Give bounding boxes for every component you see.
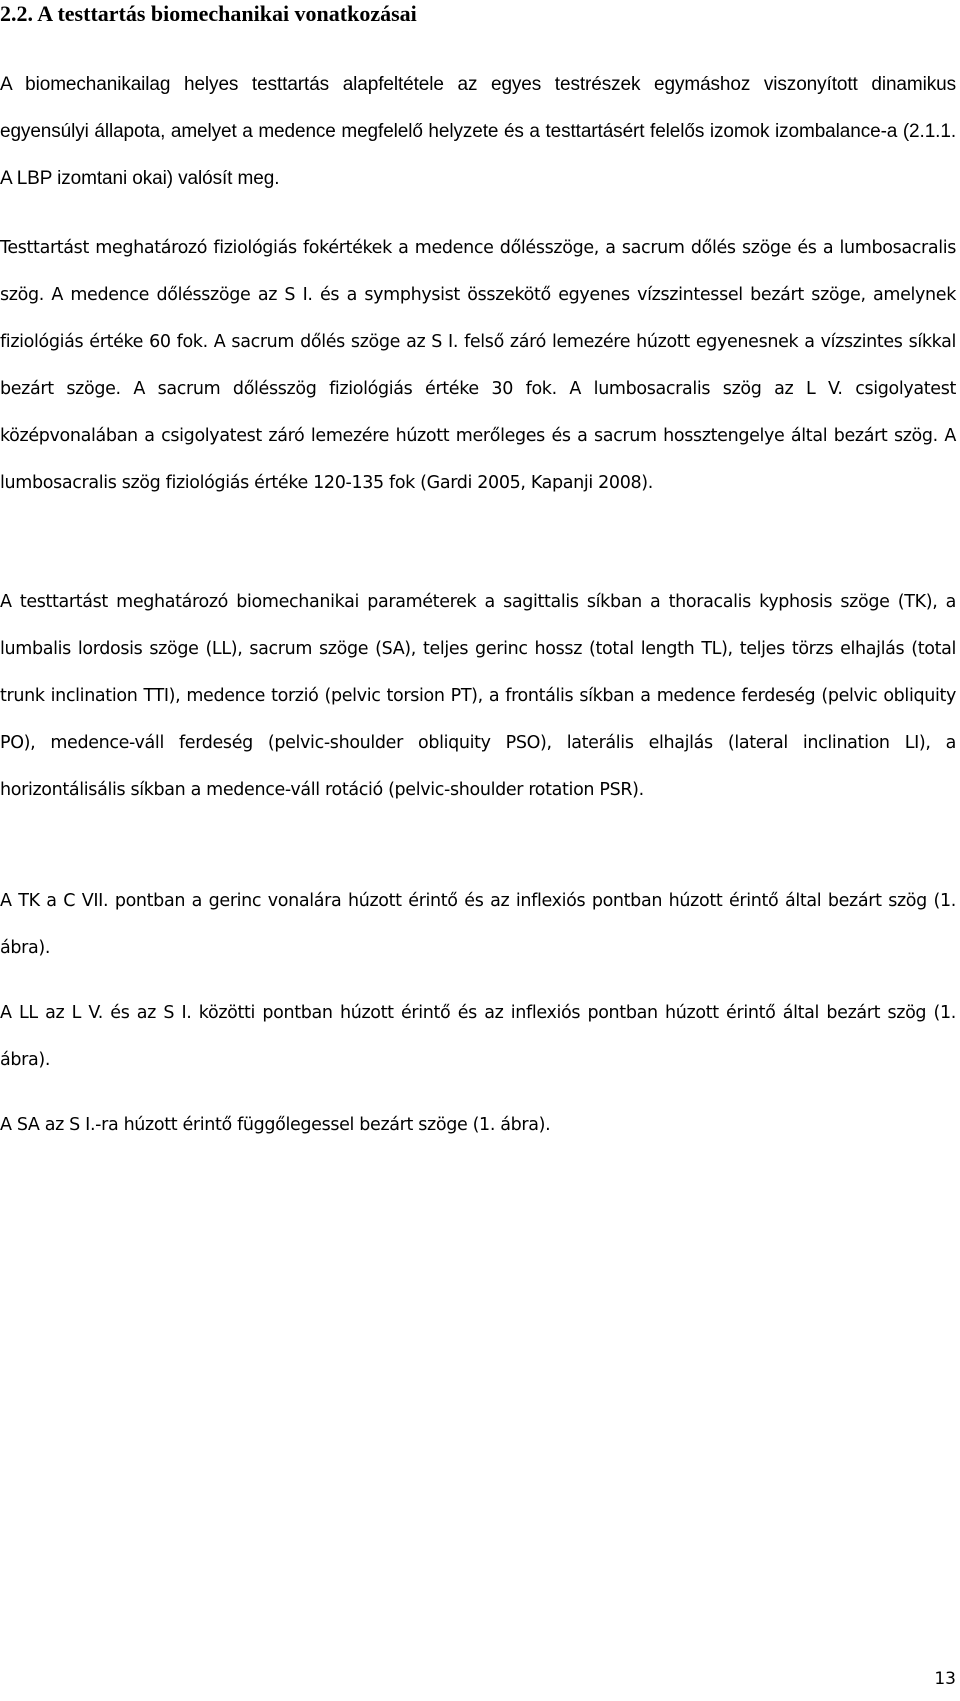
paragraph-tk-definition: A TK a C VII. pontban a gerinc vonalára húzott érintő és az inflexiós pontban húzott érintő által bezárt szög (1. ábra). <box>0 891 956 958</box>
paragraph-biomechanical-parameters: A testtartást meghatározó biomechanikai paraméterek a sagittalis síkban a thoracalis kyphosis szöge (TK), a lumbalis lordosis szöge (LL), sacrum szöge (SA), teljes gerinc hossz (total length TL), teljes törzs elhajlás (total trunk inclination TTI), medence torzió (pelvic torsion PT), a frontális síkban a medence ferdeség (pelvic obliquity PO), medence-váll ferdeség (pelvic-shoulder obliquity PSO), laterális elhajlás (lateral inclination LI), a horizontálisális síkban a medence-váll rotáció (pelvic-shoulder rotation PSR). <box>0 592 956 800</box>
paragraph-physiological-angles: Testtartást meghatározó fiziológiás fokértékek a medence dőlésszöge, a sacrum dőlés szöge és a lumbosacralis szög. A medence dőlésszöge az S I. és a symphysist összekötő egyenes vízszintessel bezárt szöge, amelynek fiziológiás értéke 60 fok. A sacrum dőlés szöge az S I. felső záró lemezére húzott egyenesnek a vízszintes síkkal bezárt szöge. A sacrum dőlésszög fiziológiás értéke 30 fok. A lumbosacralis szög az L V. csigolyatest középvonalában a csigolyatest záró lemezére húzott merőleges és a sacrum hossztengelye által bezárt szög. A lumbosacralis szög fiziológiás értéke 120-135 fok (Gardi 2005, Kapanji 2008). <box>0 238 956 493</box>
paragraph-sa-definition: A SA az S I.-ra húzott érintő függőlegessel bezárt szöge (1. ábra). <box>0 1115 551 1135</box>
paragraph-intro: A biomechanikailag helyes testtartás alapfeltétele az egyes testrészek egymáshoz viszonyított dinamikus egyensúlyi állapota, amelyet a medence megfelelő helyzete és a testtartásért felelős izomok izombalance-a (2.1.1. A LBP izomtani okai) valósít meg. <box>0 74 956 189</box>
paragraph-ll-definition: A LL az L V. és az S I. közötti pontban húzott érintő és az inflexiós pontban húzott érintő által bezárt szög (1. ábra). <box>0 1003 956 1070</box>
section-heading: 2.2. A testtartás biomechanikai vonatkozásai <box>0 1 417 26</box>
page-number: 13 <box>934 1669 956 1689</box>
